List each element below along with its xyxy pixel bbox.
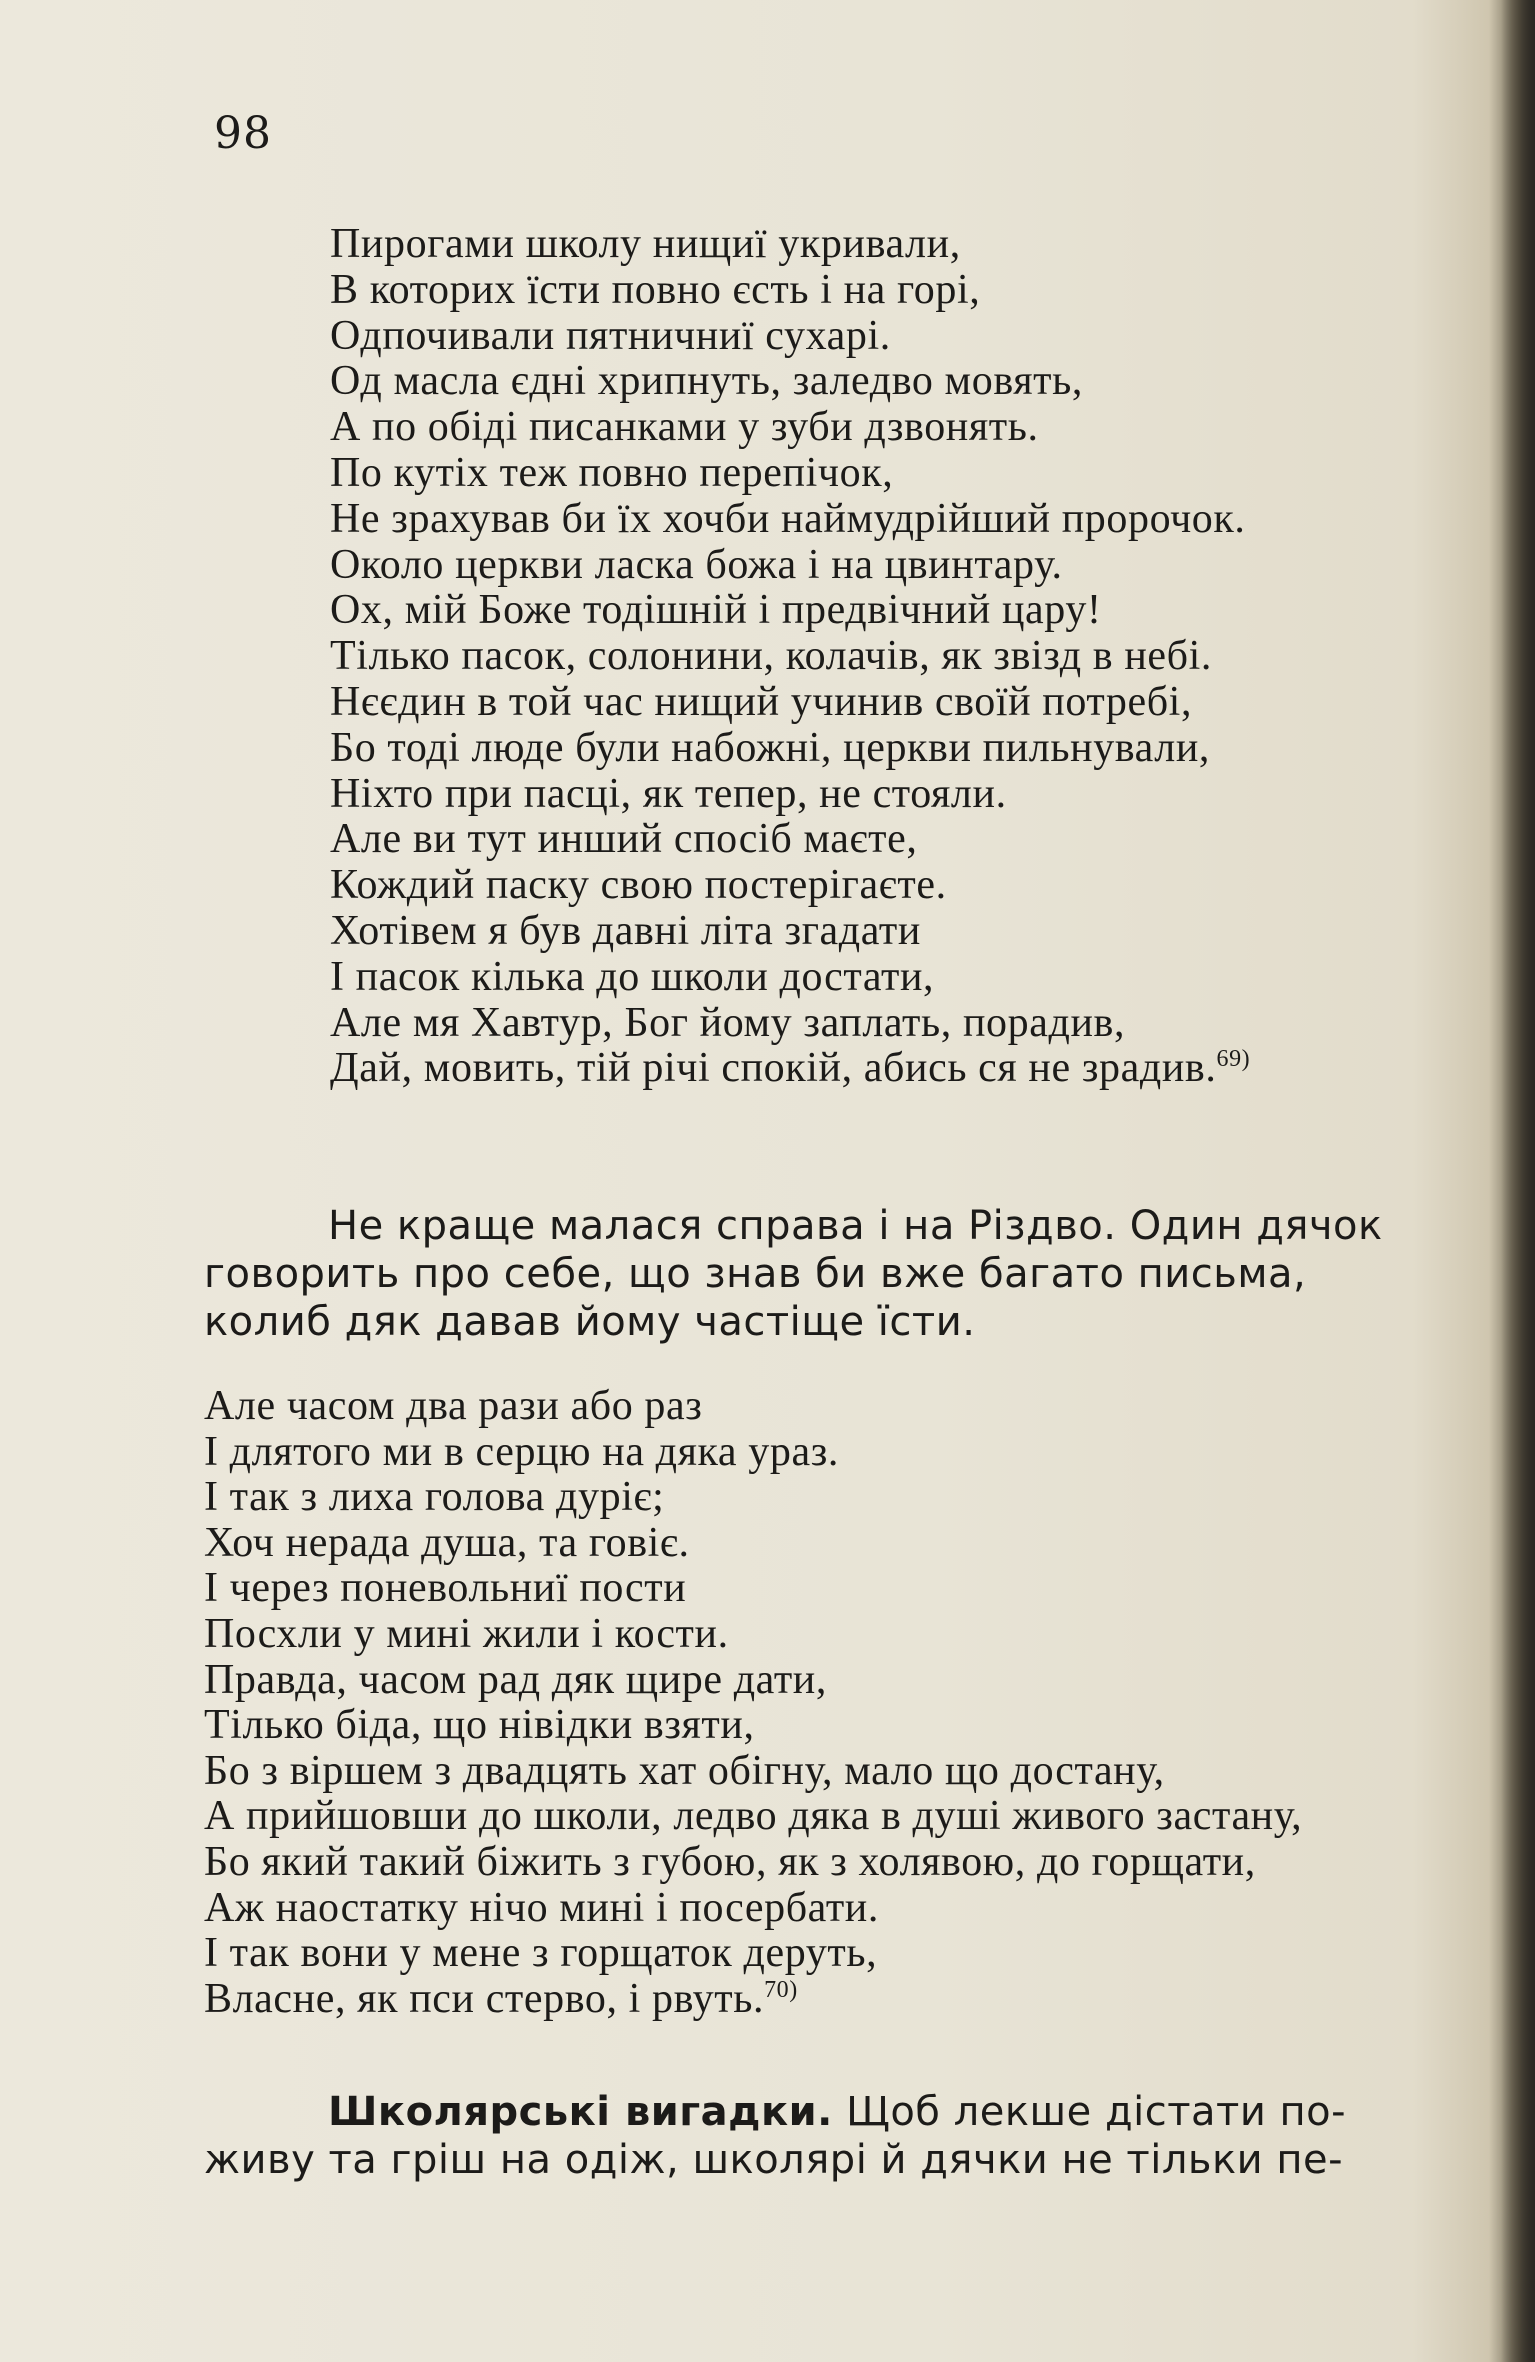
verse-line: Але мя Хавтур, Бог йому заплать, порадив, <box>330 999 1126 1046</box>
section-heading: Школярські вигадки. <box>328 2089 833 2135</box>
prose-paragraph-1 <box>204 1202 1383 1346</box>
verse-line: І пасок кілька до школи достати, <box>330 953 935 1000</box>
verse-line: Одпочивали пятничниї сухарі. <box>330 312 891 359</box>
verse-line: І так вони у мене з горщаток деруть, <box>204 1930 878 1977</box>
verse-line: Але часом два рази або раз <box>204 1383 703 1429</box>
prose-line: колиб дяк давав йому частіще їсти. <box>204 1299 976 1345</box>
prose-line <box>204 2088 1346 2136</box>
verse-line: Од масла єдні хрипнуть, заледво мовять, <box>330 358 1083 405</box>
page-number: 98 <box>214 108 272 159</box>
verse-line: Тілько біда, що нівідки взяти, <box>204 1702 755 1749</box>
verse-line: Около церкви ласка божа і на цвинтару. <box>330 541 1063 588</box>
verse-line: Бо з віршем з двадцять хат обігну, мало що достану, <box>204 1747 1165 1794</box>
verse-line: Правда, часом рад дяк щире дати, <box>204 1656 827 1703</box>
verse-line: Бо який такий біжить з губою, як з холявою, до горщати, <box>204 1838 1256 1885</box>
verse-line-text: Дай, мовить, тій річі спокій, абись ся не зрадив. <box>330 1045 1217 1092</box>
verse-line: Не зрахував би їх хочби наймудрійший пророчок. <box>330 495 1246 542</box>
verse-line: А прийшовши до школи, ледво дяка в душі живого застану, <box>204 1793 1303 1840</box>
prose-line: живу та гріш на одіж, школярі й дячки не тільки пе- <box>204 2137 1344 2183</box>
verse-line: І так з лиха голова дуріє; <box>204 1474 665 1521</box>
prose-text: Щоб лекше дістати по- <box>832 2089 1347 2135</box>
footnote-marker: 69) <box>1216 1046 1251 1073</box>
verse-line: Але ви тут инший спосіб маєте, <box>330 816 918 863</box>
verse-line: В которих їсти повно єсть і на горі, <box>330 266 981 313</box>
verse-block-2 <box>204 1384 1302 2022</box>
verse-line: Тілько пасок, солонини, колачів, як звізд в небі. <box>330 633 1212 680</box>
prose-line: Не краще малася справа і на Різдво. Один дячок <box>328 1203 1383 1249</box>
verse-line: А по обіді писанками у зуби дзвонять. <box>330 404 1039 451</box>
verse-line: Аж наостатку нічо мині і посербати. <box>204 1884 879 1931</box>
gutter-shadow <box>1501 0 1535 2362</box>
verse-line: Бо тоді люде були набожні, церкви пильнували, <box>330 724 1211 771</box>
verse-line-text: Власне, як пси стерво, і рвуть. <box>204 1975 765 2022</box>
verse-block-1 <box>330 222 1250 1092</box>
verse-line: Хотівем я був давні літа згадати <box>330 907 921 954</box>
prose-line: говорить про себе, що знав би вже багато письма, <box>204 1251 1307 1297</box>
verse-line: Хоч нерада душа, та говіє. <box>204 1519 690 1566</box>
verse-line: І через поневольниї пости <box>204 1565 687 1612</box>
verse-line: Пирогами школу нищиї укривали, <box>330 221 961 267</box>
prose-paragraph-2 <box>204 2088 1346 2184</box>
footnote-marker: 70) <box>764 1976 798 2003</box>
verse-line <box>204 1977 1302 2023</box>
verse-line: Ох, мій Боже тодішній і предвічний цару! <box>330 587 1102 634</box>
verse-line: По кутіх теж повно перепічок, <box>330 449 894 496</box>
verse-line: Нєєдин в той час нищий учинив своїй потребі, <box>330 678 1193 725</box>
verse-line: Посхли у мині жили і кости. <box>204 1610 729 1657</box>
verse-line: Ніхто при пасці, як тепер, не стояли. <box>330 770 1007 817</box>
verse-line: Кождий паску свою постерігаєте. <box>330 862 947 909</box>
verse-line <box>330 1046 1250 1092</box>
verse-line: І длятого ми в серцю на дяка ураз. <box>204 1428 839 1475</box>
